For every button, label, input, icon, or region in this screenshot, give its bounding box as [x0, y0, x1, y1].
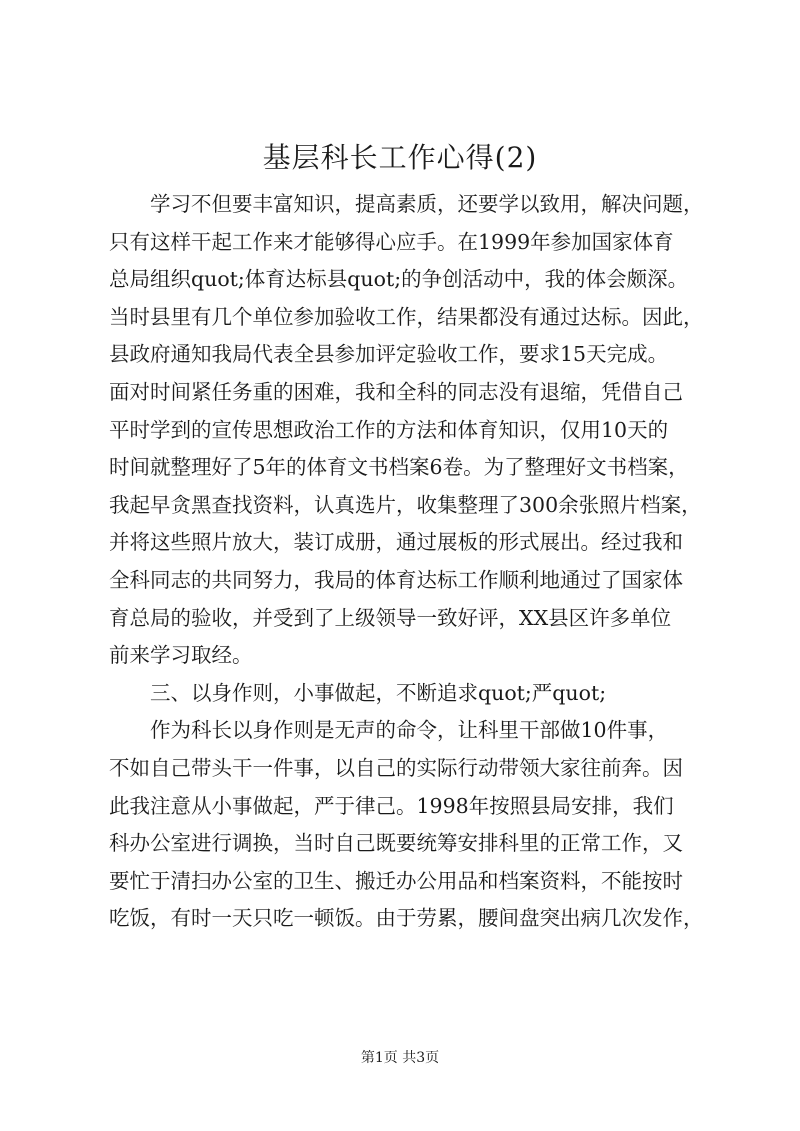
text-line: 当时县里有几个单位参加验收工作，结果都没有通过达标。因此，	[109, 304, 704, 329]
section-heading: 三、以身作则，小事做起，不断追求quot;严quot;	[150, 680, 607, 705]
text-line: 此我注意从小事做起，严于律己。1998年按照县局安排，我们	[109, 793, 674, 818]
text-line: 县政府通知我局代表全县参加评定验收工作，要求15天完成。	[109, 342, 669, 367]
text-line: 并将这些照片放大，装订成册，通过展板的形式展出。经过我和	[109, 530, 683, 555]
text-line: 全科同志的共同努力，我局的体育达标工作顺利地通过了国家体	[109, 567, 683, 592]
text-line: 科办公室进行调换，当时自己既要统筹安排科里的正常工作，又	[109, 831, 683, 856]
text-line: 只有这样干起工作来才能够得心应手。在1999年参加国家体育	[109, 229, 674, 254]
text-line: 我起早贪黑查找资料，认真选片，收集整理了300余张照片档案，	[109, 492, 702, 517]
text-line: 学习不但要丰富知识，提高素质，还要学以致用，解决问题，	[150, 192, 704, 216]
document-title: 基层科长工作心得(2)	[262, 141, 538, 174]
text-line: 总局组织quot;体育达标县quot;的争创活动中，我的体会颇深。	[109, 267, 689, 292]
text-line: 前来学习取经。	[109, 643, 253, 668]
text-line: 平时学到的宣传思想政治工作的方法和体育知识，仅用10天的	[109, 417, 669, 442]
text-line: 面对时间紧任务重的困难，我和全科的同志没有退缩，凭借自己	[109, 379, 683, 404]
text-line: 要忙于清扫办公室的卫生、搬迁办公用品和档案资料，不能按时	[109, 868, 683, 893]
text-line: 吃饭，有时一天只吃一顿饭。由于劳累，腰间盘突出病几次发作，	[109, 906, 704, 931]
page-footer: 第1页 共3页	[360, 1050, 440, 1066]
text-line: 时间就整理好了5年的体育文书档案6卷。为了整理好文书档案，	[109, 455, 689, 480]
document-body	[109, 186, 709, 938]
text-line: 作为科长以身作则是无声的命令，让科里干部做10件事，	[150, 718, 669, 743]
text-line: 不如自己带头干一件事，以自己的实际行动带领大家往前奔。因	[109, 755, 683, 780]
text-line: 育总局的验收，并受到了上级领导一致好评，XX县区许多单位	[109, 605, 672, 630]
